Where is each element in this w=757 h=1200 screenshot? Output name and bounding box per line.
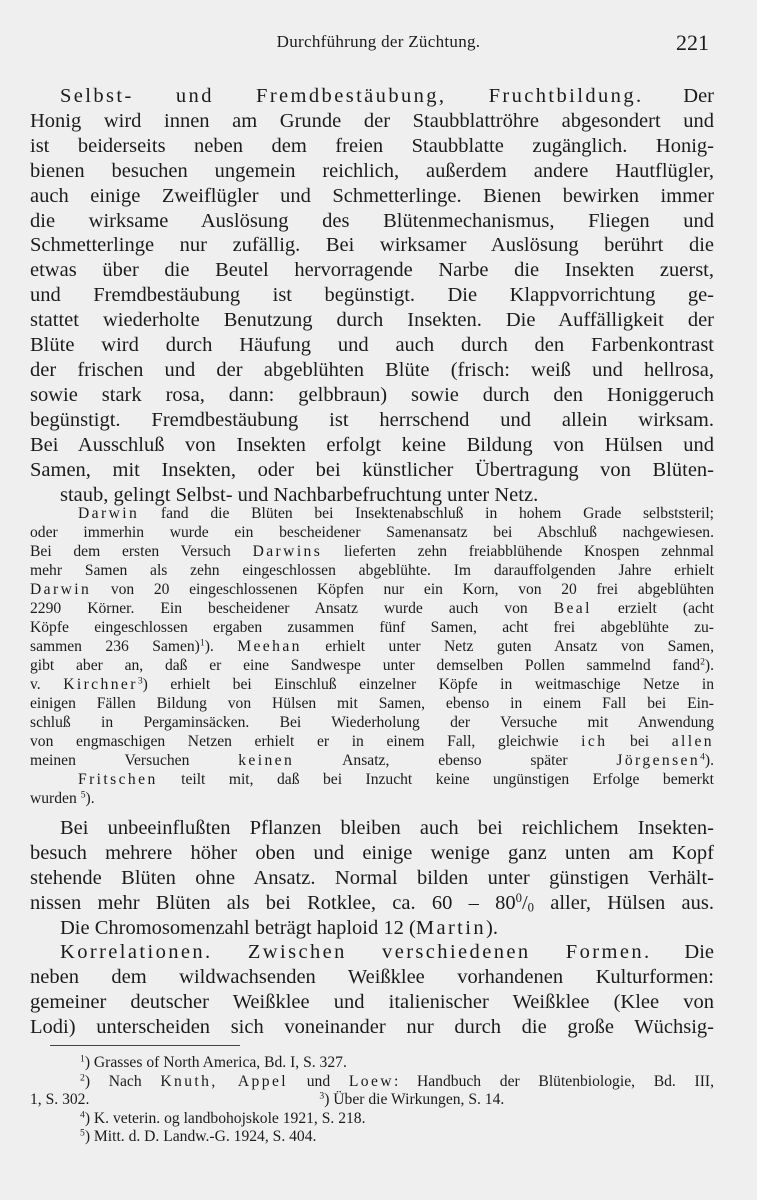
section-heading: Korrelationen. Zwischen verschiedenen Formen. [60,941,652,963]
text-line: einigen Fällen Bildung von Hülsen mit Samen, ebenso in einem Fall bei Ein- [30,695,714,712]
paragraph-seed-set [30,816,714,941]
paragraph-pollination [30,84,714,507]
text-line: die wirksame Auslösung des Blütenmechanismus, Fliegen und [30,209,714,232]
paragraph-correlations [30,940,714,1040]
text-line: auch einige Zweiflügler und Schmetterlinge. Bienen bewirken immer [30,184,714,207]
text-line: wurden $^5$). [30,789,95,807]
text-line: stattet wiederholte Benutzung durch Insekten. Die Auffälligkeit der [30,309,714,332]
footnote: 1, S. 302. $^3$) Über die Wirkungen, S. 14. [30,1090,505,1109]
text-line: gemeiner deutscher Weißklee und italienischer Weißklee (Klee von [30,990,714,1013]
text-line: mehr Samen als zehn eingeschlossen abgeblühte. Im darauffolgenden Jahre erhielt [30,562,714,579]
text-line: ist beiderseits neben dem freien Staubblatte zugänglich. Honig- [30,134,714,157]
text-line: Fritschen teilt mit, daß bei Inzucht keine ungünstigen Erfolge bemerkt [78,771,714,788]
text-line: besuch mehrere höher oben und einige wenige ganz unten am Kopf [30,841,714,864]
running-title: Durchführung der Züchtung. [276,32,481,51]
page-header [0,30,757,60]
small-print-block [30,504,714,808]
text-line: Bei dem ersten Versuch Darwins lieferten zehn freiabblühende Knospen zehnmal [30,543,714,560]
text-line: Köpfe eingeschlossen ergaben zusammen fünf Samen, acht frei abgeblühte zu- [30,619,714,636]
text-line: neben dem wildwachsenden Weißklee vorhandenen Kulturformen: [30,965,714,988]
text-line: sowie stark rosa, dann: gelbbraun) sowie durch den Honiggeruch [30,383,714,406]
footnote: $^5$) Mitt. d. D. Landw.-G. 1924, S. 404. [80,1128,317,1146]
text-line: bienen besuchen ungemein reichlich, außerdem andere Hautflügler, [30,159,714,182]
text-line: oder immerhin wurde ein bescheidener Samenansatz bei Abschluß nachgewiesen. [30,524,714,541]
text-line: Bei unbeeinflußten Pflanzen bleiben auch bei reichlichem Insekten- [60,817,714,839]
text-line: schluß in Pergaminsäcken. Bei Wiederholung der Versuche mit Anwendung [30,714,714,731]
text-line: Lodi) unterscheiden sich voneinander nur durch die große Wüchsig- [30,1015,714,1038]
text-line: nissen mehr Blüten als bei Rotklee, ca. $60 - 80^0/_0$ aller, Hülsen aus. [30,890,715,915]
text-line: staub, gelingt Selbst- und Nachbarbefruchtung unter Netz. [60,483,539,506]
text-line: Die Chromosomenzahl beträgt haploid 12 (Martin). [60,916,498,939]
text-line: etwas über die Beutel hervorragende Narbe die Insekten zuerst, [30,259,714,282]
text-line: 2290 Körner. Ein bescheidener Ansatz wurde auch von Beal erzielt (acht [30,600,714,617]
text-line: Blüte wird durch Häufung und auch durch den Farbenkontrast [30,334,714,357]
footnote-divider [50,1045,240,1046]
footnote: $^4$) K. veterin. og landbohojskole 1921, S. 218. [80,1109,366,1127]
text-line: der frischen und der abgeblühten Blüte (frisch: weiß und hellrosa, [30,358,714,381]
footnote: $^1$) Grasses of North America, Bd. I, S. 327. [80,1053,347,1071]
text-line: und Fremdbestäubung ist begünstigt. Die Klappvorrichtung ge- [30,284,714,307]
text-line: Darwin von 20 eingeschlossenen Köpfen nur ein Korn, von 20 frei abgeblühten [30,581,714,598]
text-line: Korrelationen. Zwischen verschiedenen Formen. Die [60,941,714,963]
text-line: sammen 236 Samen)$^1$). Meehan erhielt unter Netz guten Ansatz von Samen, [30,637,714,655]
text-line: Darwin fand die Blüten bei Insektenabschluß in hohem Grade selbststeril; [78,505,714,522]
text-line: Bei Ausschluß von Insekten erfolgt keine Bildung von Hülsen und [30,433,714,456]
section-heading: Selbst- und Fremdbestäubung, Fruchtbildung. [60,85,644,107]
text-line: begünstigt. Fremdbestäubung ist herrschend und allein wirksam. [30,408,714,431]
text-line: gibt aber an, daß er eine Sandwespe unter demselben Pollen sammelnd fand$^2$). [30,656,714,674]
text-line: Honig wird innen am Grunde der Staubblattröhre abgesondert und [30,109,714,132]
text-line: v. Kirchner$^3$) erhielt bei Einschluß einzelner Köpfe in weitmaschige Netze in [30,675,714,693]
footnotes [30,1054,714,1147]
text-line: Samen, mit Insekten, oder bei künstlicher Übertragung von Blüten- [30,458,714,481]
text-line: Schmetterlinge nur zufällig. Bei wirksamer Auslösung berührt die [30,234,714,257]
text-line: meinen Versuchen keinen Ansatz, ebenso später Jörgensen$^4$). [30,751,714,769]
text-line: von engmaschigen Netzen erhielt er in einem Fall, gleichwie ich bei allen [30,733,714,750]
page-number: 221 [676,30,709,55]
text-line: Selbst- und Fremdbestäubung, Fruchtbildung. Der [60,85,714,107]
text-line: stehende Blüten ohne Ansatz. Normal bilden unter günstigen Verhält- [30,866,714,889]
footnote: $^2$) Nach Knuth, Appel und Loew: Handbuch der Blütenbiologie, Bd. III, [80,1072,715,1090]
